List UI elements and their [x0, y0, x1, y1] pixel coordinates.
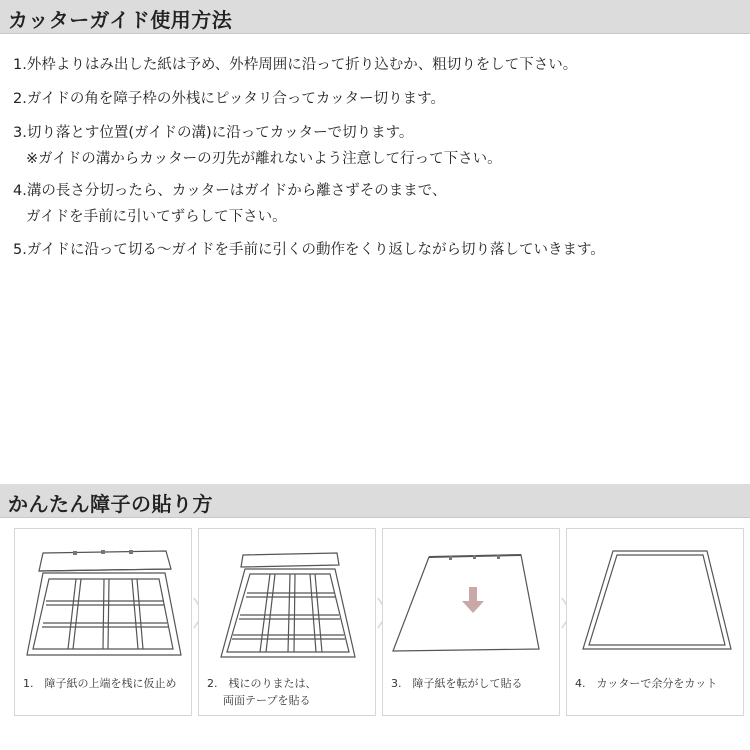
section-header-cutter-guide	[0, 0, 750, 34]
instruction-step-3	[13, 120, 502, 172]
shoji-trim-excess-illustration	[573, 543, 739, 669]
section-title: かんたん障子の貼り方	[8, 492, 213, 516]
panel-step-1	[14, 528, 192, 716]
step-text: 1.外枠よりはみ出した紙は予め、外枠周囲に沿って折り込むか、粗切りをして下さい。	[13, 57, 578, 73]
step-text-continued: ガイドを手前に引いてずらして下さい。	[26, 209, 287, 225]
step-text: 5.ガイドに沿って切る〜ガイドを手前に引くの動作をくり返しながら切り落していきます。	[13, 242, 605, 258]
panel-step-4	[566, 528, 744, 716]
step-panels	[14, 528, 738, 718]
panel-step-2	[198, 528, 376, 716]
step-text: 2.ガイドの角を障子枠の外桟にピッタリ合ってカッター切ります。	[13, 91, 446, 107]
shoji-roll-paper-illustration	[389, 543, 555, 669]
step-text: 4.溝の長さ分切ったら、カッターはガイドから離さずそのままで、	[13, 183, 447, 199]
shoji-pin-paper-illustration	[21, 543, 187, 669]
instruction-step-1	[13, 52, 577, 78]
panel-caption: 3. 障子紙を転がして貼る	[391, 677, 523, 690]
section-header-how-to-apply	[0, 484, 750, 518]
step-note: ※ガイドの溝からカッターの刃先が離れないよう注意して行って下さい。	[26, 151, 502, 167]
section-title: カッターガイド使用方法	[8, 8, 233, 32]
panel-caption: 2. 桟にのりまたは、 両面テープを貼る	[207, 677, 317, 707]
step-text: 3.切り落とす位置(ガイドの溝)に沿ってカッターで切ります。	[13, 125, 414, 141]
instruction-step-5	[13, 237, 605, 263]
instruction-step-4	[13, 178, 446, 230]
panel-caption: 1. 障子紙の上端を桟に仮止め	[23, 677, 177, 690]
shoji-apply-glue-illustration	[205, 543, 371, 669]
instruction-step-2	[13, 86, 445, 112]
panel-step-3	[382, 528, 560, 716]
panel-caption: 4. カッターで余分をカット	[575, 677, 718, 690]
